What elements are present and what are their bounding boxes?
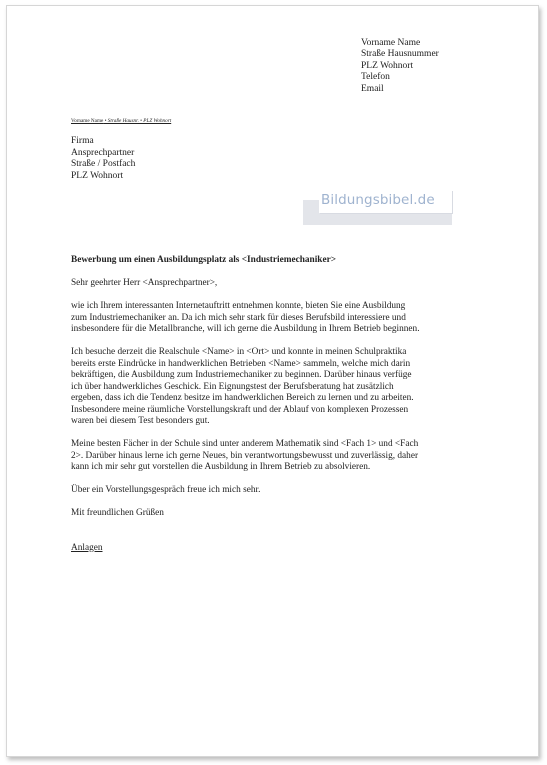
paragraph-line: ich über handwerkliches Geschick. Ein Eignungstest der Berufsberatung hat zusätzlich [71,381,394,392]
recipient-city: PLZ Wohnort [71,170,124,181]
paragraph-subjects [71,439,473,474]
paragraph-line: Ich besuche derzeit die Realschule <Name> in <Ort> und konnte in meinen Schulpraktika [71,347,407,357]
paragraph-interview: Über ein Vorstellungsgespräch freue ich mich sehr. [71,485,261,495]
recipient-street: Straße / Postfach [71,159,136,170]
sender-email: Email [361,83,384,94]
sender-address [361,38,439,95]
paragraph-line: insbesondere für die Metallbranche, will ich gerne die Ausbildung in Ihrem Betrieb beginnen. [71,324,420,334]
paragraph-line: bekräftigen, die Ausbildung zum Industriemechaniker zu beginnen. Darüber hinaus verfüge [71,370,412,380]
recipient-address [71,136,135,182]
letter-body [71,255,473,554]
recipient-contact: Ansprechpartner [71,147,135,158]
paragraph-school [71,347,473,428]
letter-closing: Mit freundlichen Grüßen [71,508,164,518]
letter-salutation: Sehr geehrter Herr <Ansprechpartner>, [71,278,218,288]
attachments-label: Anlagen [71,542,103,553]
sender-city: PLZ Wohnort [361,60,414,71]
recipient-company: Firma [71,136,94,146]
paragraph-line: kann ich mir sehr gut vorstellen die Ausbildung in Ihrem Betrieb zu absolvieren. [71,462,371,472]
paragraph-line: Meine besten Fächer in der Schule sind unter anderem Mathematik sind <Fach 1> und <Fach [71,439,419,449]
paragraph-line: waren bei diesem Test besonders gut. [71,416,210,426]
paragraph-line: zum Industriemechaniker an. Da ich mich sehr stark für dieses Berufsbild interessiere und [71,312,406,323]
return-address-name: Vorname Name [71,118,104,124]
sender-street: Straße Hausnummer [361,49,439,60]
paragraph-line: wie ich Ihrem interessanten Internetauftritt entnehmen konnte, bieten Sie eine Ausbildung [71,301,406,311]
paragraph-line: 2>. Darüber hinaus lerne ich gerne Neues, bin verantwortungsbewusst und zuverlässig, daher [71,450,419,461]
paragraph-line: bereits erste Eindrücke in handwerklichen Betrieben <Name> sammeln, welche mich darin [71,358,411,369]
return-address-rest: • Straße Hausnr. • PLZ Wohnort [103,118,172,124]
paragraph-line: Insbesondere meine räumliche Vorstellungskraft und der Ablauf von komplexen Prozessen [71,404,409,415]
sender-name: Vorname Name [361,38,421,48]
paragraph-line: ergeben, dass ich die Tendenz besitze im handwerklichen Bereich zu lernen und zu arbeiten. [71,393,414,403]
letter-subject: Bewerbung um einen Ausbildungsplatz als <Industriemechaniker> [71,255,337,265]
brand-logo [303,190,452,225]
paragraph-intro [71,301,473,336]
sender-phone: Telefon [361,72,390,83]
return-address-line [71,118,171,124]
brand-logo-text: Bildungsbibel.de [321,192,435,208]
